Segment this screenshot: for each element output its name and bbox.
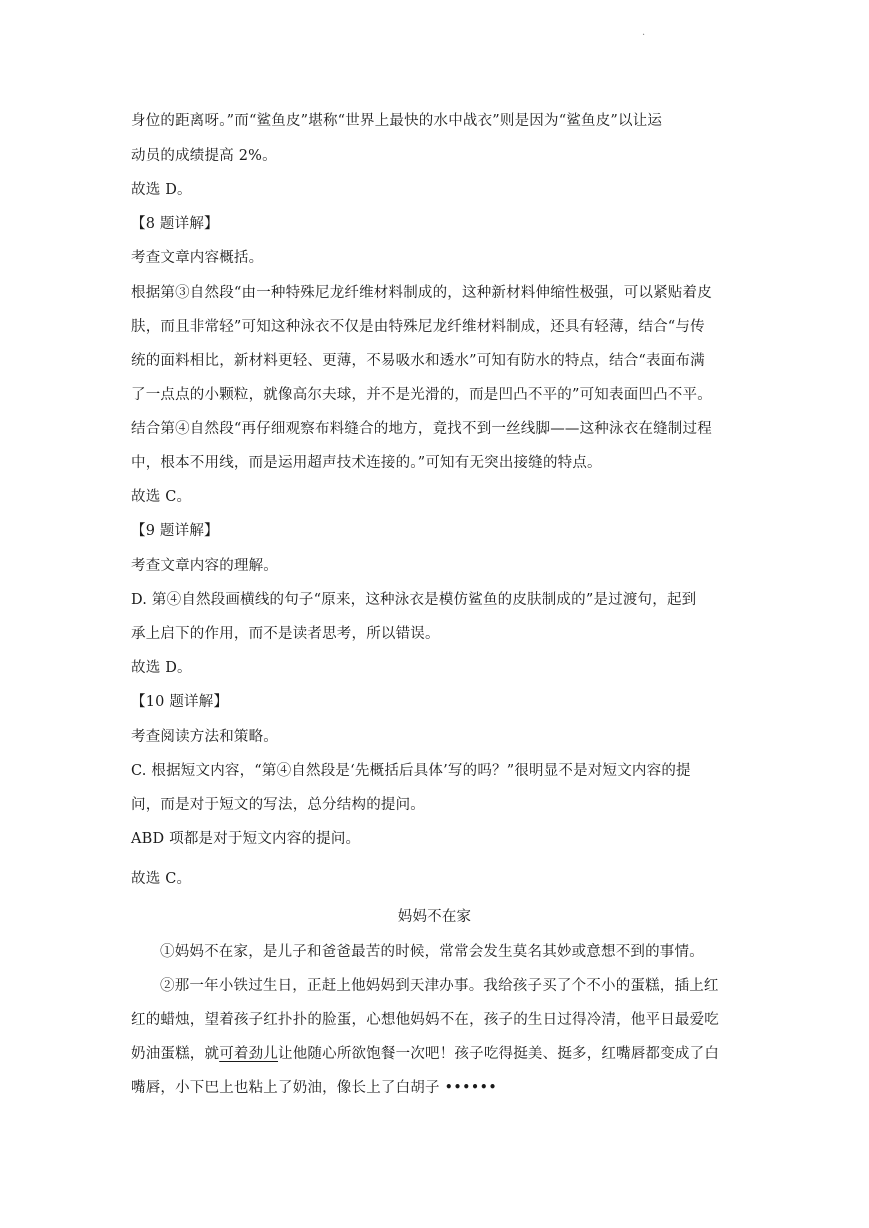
story-paragraph-2-line-1: ②那一年小铁过生日，正赶上他妈妈到天津办事。我给孩子买了个不小的蛋糕，插上红: [160, 978, 719, 994]
text-line: 故选 C。: [131, 489, 192, 505]
text-line: 考查文章内容的理解。: [131, 558, 278, 574]
story-title: 妈妈不在家: [397, 909, 472, 925]
header-mark: ·: [642, 30, 646, 41]
text-line: 故选 D。: [131, 660, 192, 676]
text-line: 考查文章内容概括。: [131, 250, 264, 266]
text-line: 了一点点的小颗粒，就像高尔夫球，并不是光滑的，而是凹凸不平的”可知表面凹凸不平。: [131, 387, 712, 403]
text-line: D. 第④自然段画横线的句子“原来，这种泳衣是模仿鲨鱼的皮肤制成的”是过渡句，起到: [131, 592, 697, 608]
section-heading: 【10 题详解】: [131, 694, 229, 710]
text-line: 问，而是对于短文的写法，总分结构的提问。: [131, 797, 425, 813]
underlined-phrase: 可着劲儿: [219, 1046, 279, 1062]
text-line: 动员的成绩提高 2%。: [131, 148, 277, 164]
text-line: 考查阅读方法和策略。: [131, 729, 278, 745]
text-line: 身位的距离呀。”而“鲨鱼皮”堪称“世界上最快的水中战衣”则是因为“鲨鱼皮”以让运: [131, 113, 663, 129]
text-line: 根据第③自然段“由一种特殊尼龙纤维材料制成的，这种新材料伸缩性极强，可以紧贴着皮: [131, 285, 712, 301]
section-heading: 【9 题详解】: [131, 523, 219, 539]
story-text: 让他随心所欲饱餐一次吧！孩子吃得挺美、挺多，红嘴唇都变成了白: [278, 1046, 720, 1062]
story-paragraph-2-line-2: 红的蜡烛，望着孩子红扑扑的脸蛋，心想他妈妈不在，孩子的生日过得冷清，他平日最爱吃: [131, 1012, 719, 1028]
text-line: 肤，而且非常轻”可知这种泳衣不仅是由特殊尼龙纤维材料制成，还具有轻薄，结合“与传: [131, 319, 705, 335]
text-line: ABD 项都是对于短文内容的提问。: [131, 831, 361, 847]
story-text: 奶油蛋糕，就: [131, 1046, 220, 1062]
section-heading: 【8 题详解】: [131, 216, 219, 232]
story-paragraph-2-line-4: 嘴唇，小下巴上也粘上了奶油，像长上了白胡子 ••••••: [131, 1080, 498, 1096]
text-line: 承上启下的作用，而不是读者思考，所以错误。: [131, 626, 440, 642]
text-line: 统的面料相比，新材料更轻、更薄，不易吸水和透水”可知有防水的特点，结合“表面布满: [131, 353, 705, 369]
text-line: 中，根本不用线，而是运用超声技术连接的。”可知有无突出接缝的特点。: [131, 455, 602, 471]
text-line: 故选 D。: [131, 182, 192, 198]
text-line: C. 根据短文内容，“第④自然段是‘先概括后具体’写的吗？”很明显不是对短文内容的提: [131, 763, 691, 779]
story-paragraph-2-line-3: [131, 1044, 751, 1064]
text-line: 结合第④自然段“再仔细观察布料缝合的地方，竟找不到一丝线脚——这种泳衣在缝制过程: [131, 421, 712, 437]
story-paragraph-1: ①妈妈不在家，是儿子和爸爸最苦的时候，常常会发生莫名其妙或意想不到的事情。: [160, 944, 704, 960]
text-line: 故选 C。: [131, 871, 192, 887]
